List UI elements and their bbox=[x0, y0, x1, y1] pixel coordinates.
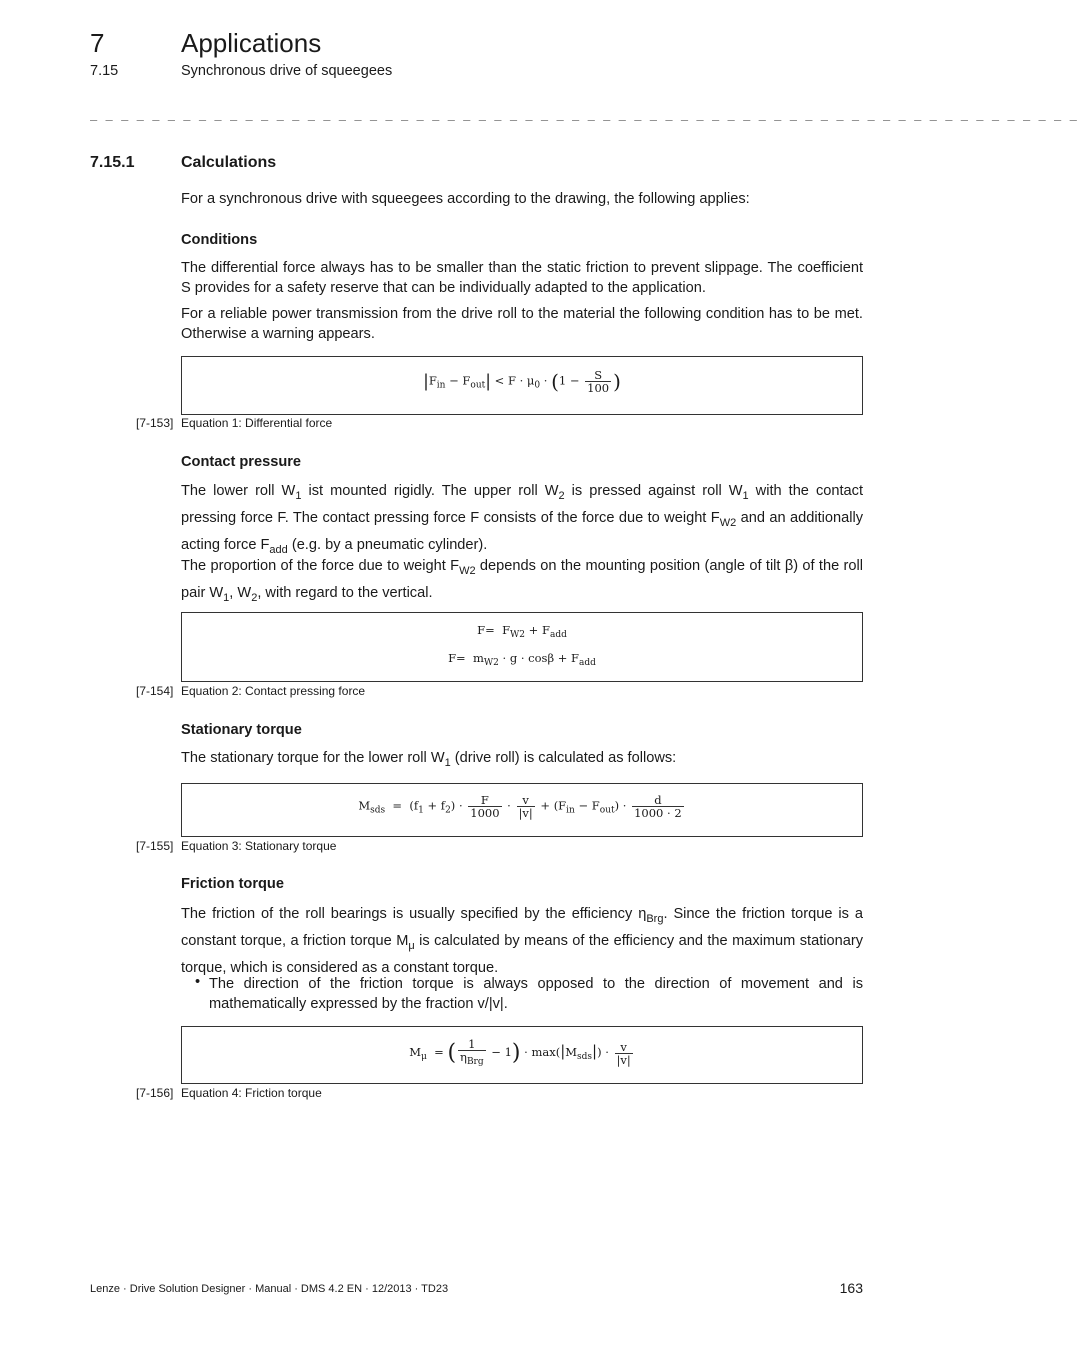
friction-torque-paragraph: The friction of the roll bearings is usually specified by the efficiency $\eta_{Brg}$. Since the friction torque is a constant torque, a friction torque $M_\mu$ is calculated by means of the efficiency and the maximum stationary torque, which is considered as a constant torque. bbox=[181, 906, 863, 976]
equation-4-caption bbox=[136, 1086, 322, 1100]
friction-torque-heading: Friction torque bbox=[181, 876, 284, 892]
contact-pressure-paragraph-2: The proportion of the force due to weight $F_{W2}$ depends on the mounting position (angle of tilt β) of the roll pair $W_1$, $W_2$, with regard to the vertical. bbox=[181, 558, 863, 604]
page-number: 163 bbox=[839, 1280, 863, 1296]
intro-paragraph: For a synchronous drive with squeegees according to the drawing, the following applies: bbox=[181, 191, 750, 207]
equation-3-formula: $M_{sds} = (f_1 + f_2)$ · $\frac{F}{1000}$ · $\frac{v}{|v|}$ + $(F_{in} - F_{out})$ · $\frac{d}{1000 \cdot 2}$ bbox=[358, 793, 682, 820]
bullet-marker: • bbox=[195, 974, 201, 990]
equation-2-caption-text: Equation 2: Contact pressing force bbox=[181, 684, 366, 698]
equation-2-box bbox=[181, 612, 863, 682]
equation-2-line-1: $F= F_{W2} + F_{add}$ bbox=[477, 623, 567, 640]
stationary-torque-heading: Stationary torque bbox=[181, 722, 302, 738]
chapter-number: 7 bbox=[90, 28, 105, 58]
chapter-title: Applications bbox=[181, 28, 322, 58]
equation-1-formula: $|F_{in} - F_{out}| < F \cdot \mu_0 \cdot (1$ − $\frac{S}{100}$ ) bbox=[423, 368, 621, 395]
equation-4-caption-text: Equation 4: Friction torque bbox=[181, 1086, 322, 1100]
subsection-title: Calculations bbox=[181, 154, 277, 171]
conditions-paragraph-2: For a reliable power transmission from the drive roll to the material the following condition has to be met. Otherwise a warning appears. bbox=[181, 306, 863, 342]
equation-1-caption bbox=[136, 416, 332, 430]
equation-3-caption bbox=[136, 839, 336, 853]
equation-2-caption-number: [7-154] bbox=[136, 684, 174, 698]
equation-1-caption-number: [7-153] bbox=[136, 416, 174, 430]
conditions-heading: Conditions bbox=[181, 232, 258, 248]
footer-document-info: Lenze · Drive Solution Designer · Manual · DMS 4.2 EN · 12/2013 · TD23 bbox=[90, 1283, 449, 1295]
equation-4-caption-number: [7-156] bbox=[136, 1086, 174, 1100]
subsection-number: 7.15.1 bbox=[90, 154, 135, 171]
equation-4-box bbox=[181, 1026, 863, 1084]
equation-4-formula: $M_\mu$ = ( $\frac{1}{\eta_{Brg}}$ − $1) \cdot \max(|M_{sds}|)$ · $\frac{v}{|v|}$ bbox=[409, 1037, 631, 1067]
equation-1-caption-text: Equation 1: Differential force bbox=[181, 416, 333, 430]
section-number: 7.15 bbox=[90, 63, 119, 79]
stationary-torque-paragraph: The stationary torque for the lower roll $W_1$ (drive roll) is calculated as follows: bbox=[181, 750, 677, 769]
friction-bullet-text: The direction of the friction torque is always opposed to the direction of movement and is mathematically expressed by the fraction v/|v|. bbox=[209, 976, 863, 1012]
equation-2-line-2: $F= m_{W2} \cdot g \cdot \cos\beta + F_{add}$ bbox=[448, 651, 596, 668]
section-title: Synchronous drive of squeegees bbox=[181, 63, 393, 79]
header-separator: _ _ _ _ _ _ _ _ _ _ _ _ _ _ _ _ _ _ _ _ _ _ _ _ _ _ _ _ _ _ _ _ _ _ _ _ _ _ _ _ _ _ _ _ _ _ _ _ _ _ _ _ _ _ _ _ _ _ _ _ _ _ _ _ bbox=[90, 107, 1077, 121]
contact-pressure-heading: Contact pressure bbox=[181, 454, 302, 470]
contact-pressure-paragraph-1: The lower roll $W_1$ ist mounted rigidly. The upper roll $W_2$ is pressed against roll $W_1$ with the contact pressing force F. The contact pressing force F consists of the force due to weight $F_{W2}$ and an additionally acting force $F_{add}$ (e.g. by a pneumatic cylinder). bbox=[181, 483, 863, 556]
equation-2-caption bbox=[136, 684, 365, 698]
equation-1-box bbox=[181, 356, 863, 415]
conditions-paragraph-1: The differential force always has to be smaller than the static friction to prevent slippage. The coefficient S provides for a safety reserve that can be individually adapted to the application. bbox=[181, 260, 863, 296]
equation-3-caption-text: Equation 3: Stationary torque bbox=[181, 839, 337, 853]
equation-3-caption-number: [7-155] bbox=[136, 839, 174, 853]
equation-3-box bbox=[181, 783, 863, 837]
